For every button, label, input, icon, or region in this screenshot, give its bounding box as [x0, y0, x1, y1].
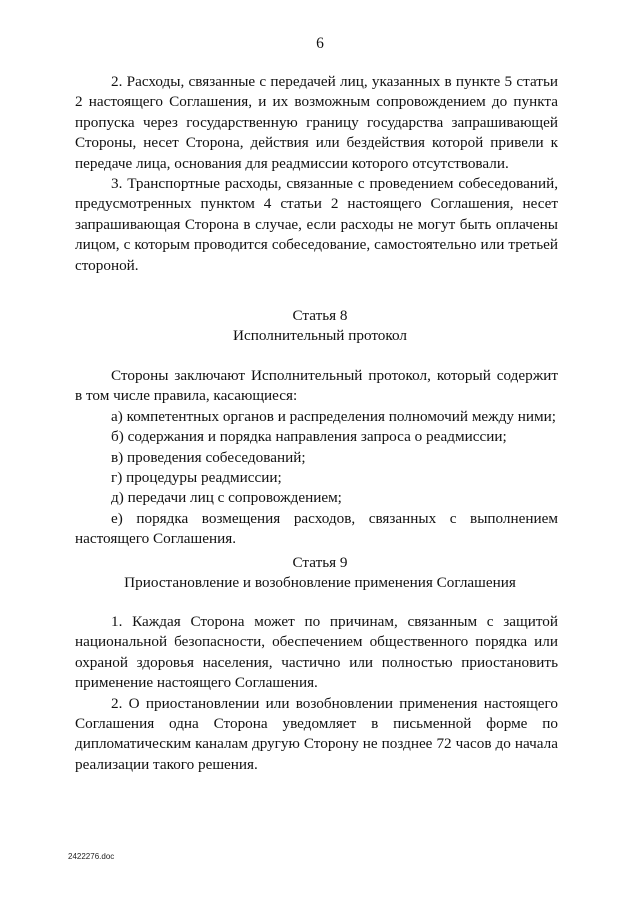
- article8-intro: Стороны заключают Исполнительный протокол, который содержит в том числе правила, касающиеся:: [75, 367, 558, 405]
- list-item: г) процедуры реадмиссии;: [111, 469, 282, 487]
- paragraph-notification: 2. О приостановлении или возобновлении применения настоящего Соглашения одна Сторона уведомляет в письменной форме по дипломатическим каналам другую Сторону не позднее 72 часов до начала реализации такого решения.: [75, 694, 558, 773]
- article9-number: Статья 9: [292, 554, 348, 571]
- list-item: в) проведения собеседований;: [111, 448, 306, 466]
- paragraph-expenses-transfer: 2. Расходы, связанные с передачей лиц, указанных в пункте 5 статьи 2 настоящего Соглашения, и их возможным сопровождением до пункта пропуска через государственную границу государства запрашивающей Стороны, несет Сторона, действия или бездействия которой привели к передаче лица, основания для реадмиссии которого отсутствовали.: [75, 73, 558, 172]
- article8-number: Статья 8: [292, 307, 348, 324]
- document-footer: 2422276.doc: [68, 852, 115, 861]
- article8-body: [75, 366, 558, 550]
- list-item: а) компетентных органов и распределения полномочий между ними;: [111, 407, 556, 425]
- paragraph-transport-expenses: 3. Транспортные расходы, связанные с проведением собеседований, предусмотренных пунктом 4 статьи 2 настоящего Соглашения, несет запрашивающая Сторона в случае, если расходы не могут быть оплачены лицом, с которым проводится собеседование, самостоятельно или третьей стороной.: [75, 175, 558, 274]
- article9-title: Приостановление и возобновление применения Соглашения: [124, 574, 516, 591]
- paragraph-suspension: 1. Каждая Сторона может по причинам, связанным с защитой национальной безопасности, обеспечением общественного порядка или охраной здоровья населения, частично или полностью приостановить применение настоящего Соглашения.: [75, 613, 558, 692]
- article7-continuation: [75, 72, 558, 276]
- list-item: д) передачи лиц с сопровождением;: [111, 489, 342, 507]
- list-item: е) порядка возмещения расходов, связанных с выполнением настоящего Соглашения.: [75, 509, 558, 548]
- page-number: 6: [316, 35, 324, 52]
- article8-title: Исполнительный протокол: [233, 327, 407, 344]
- article9-body: [75, 612, 558, 775]
- list-item: б) содержания и порядка направления запроса о реадмиссии;: [111, 428, 507, 446]
